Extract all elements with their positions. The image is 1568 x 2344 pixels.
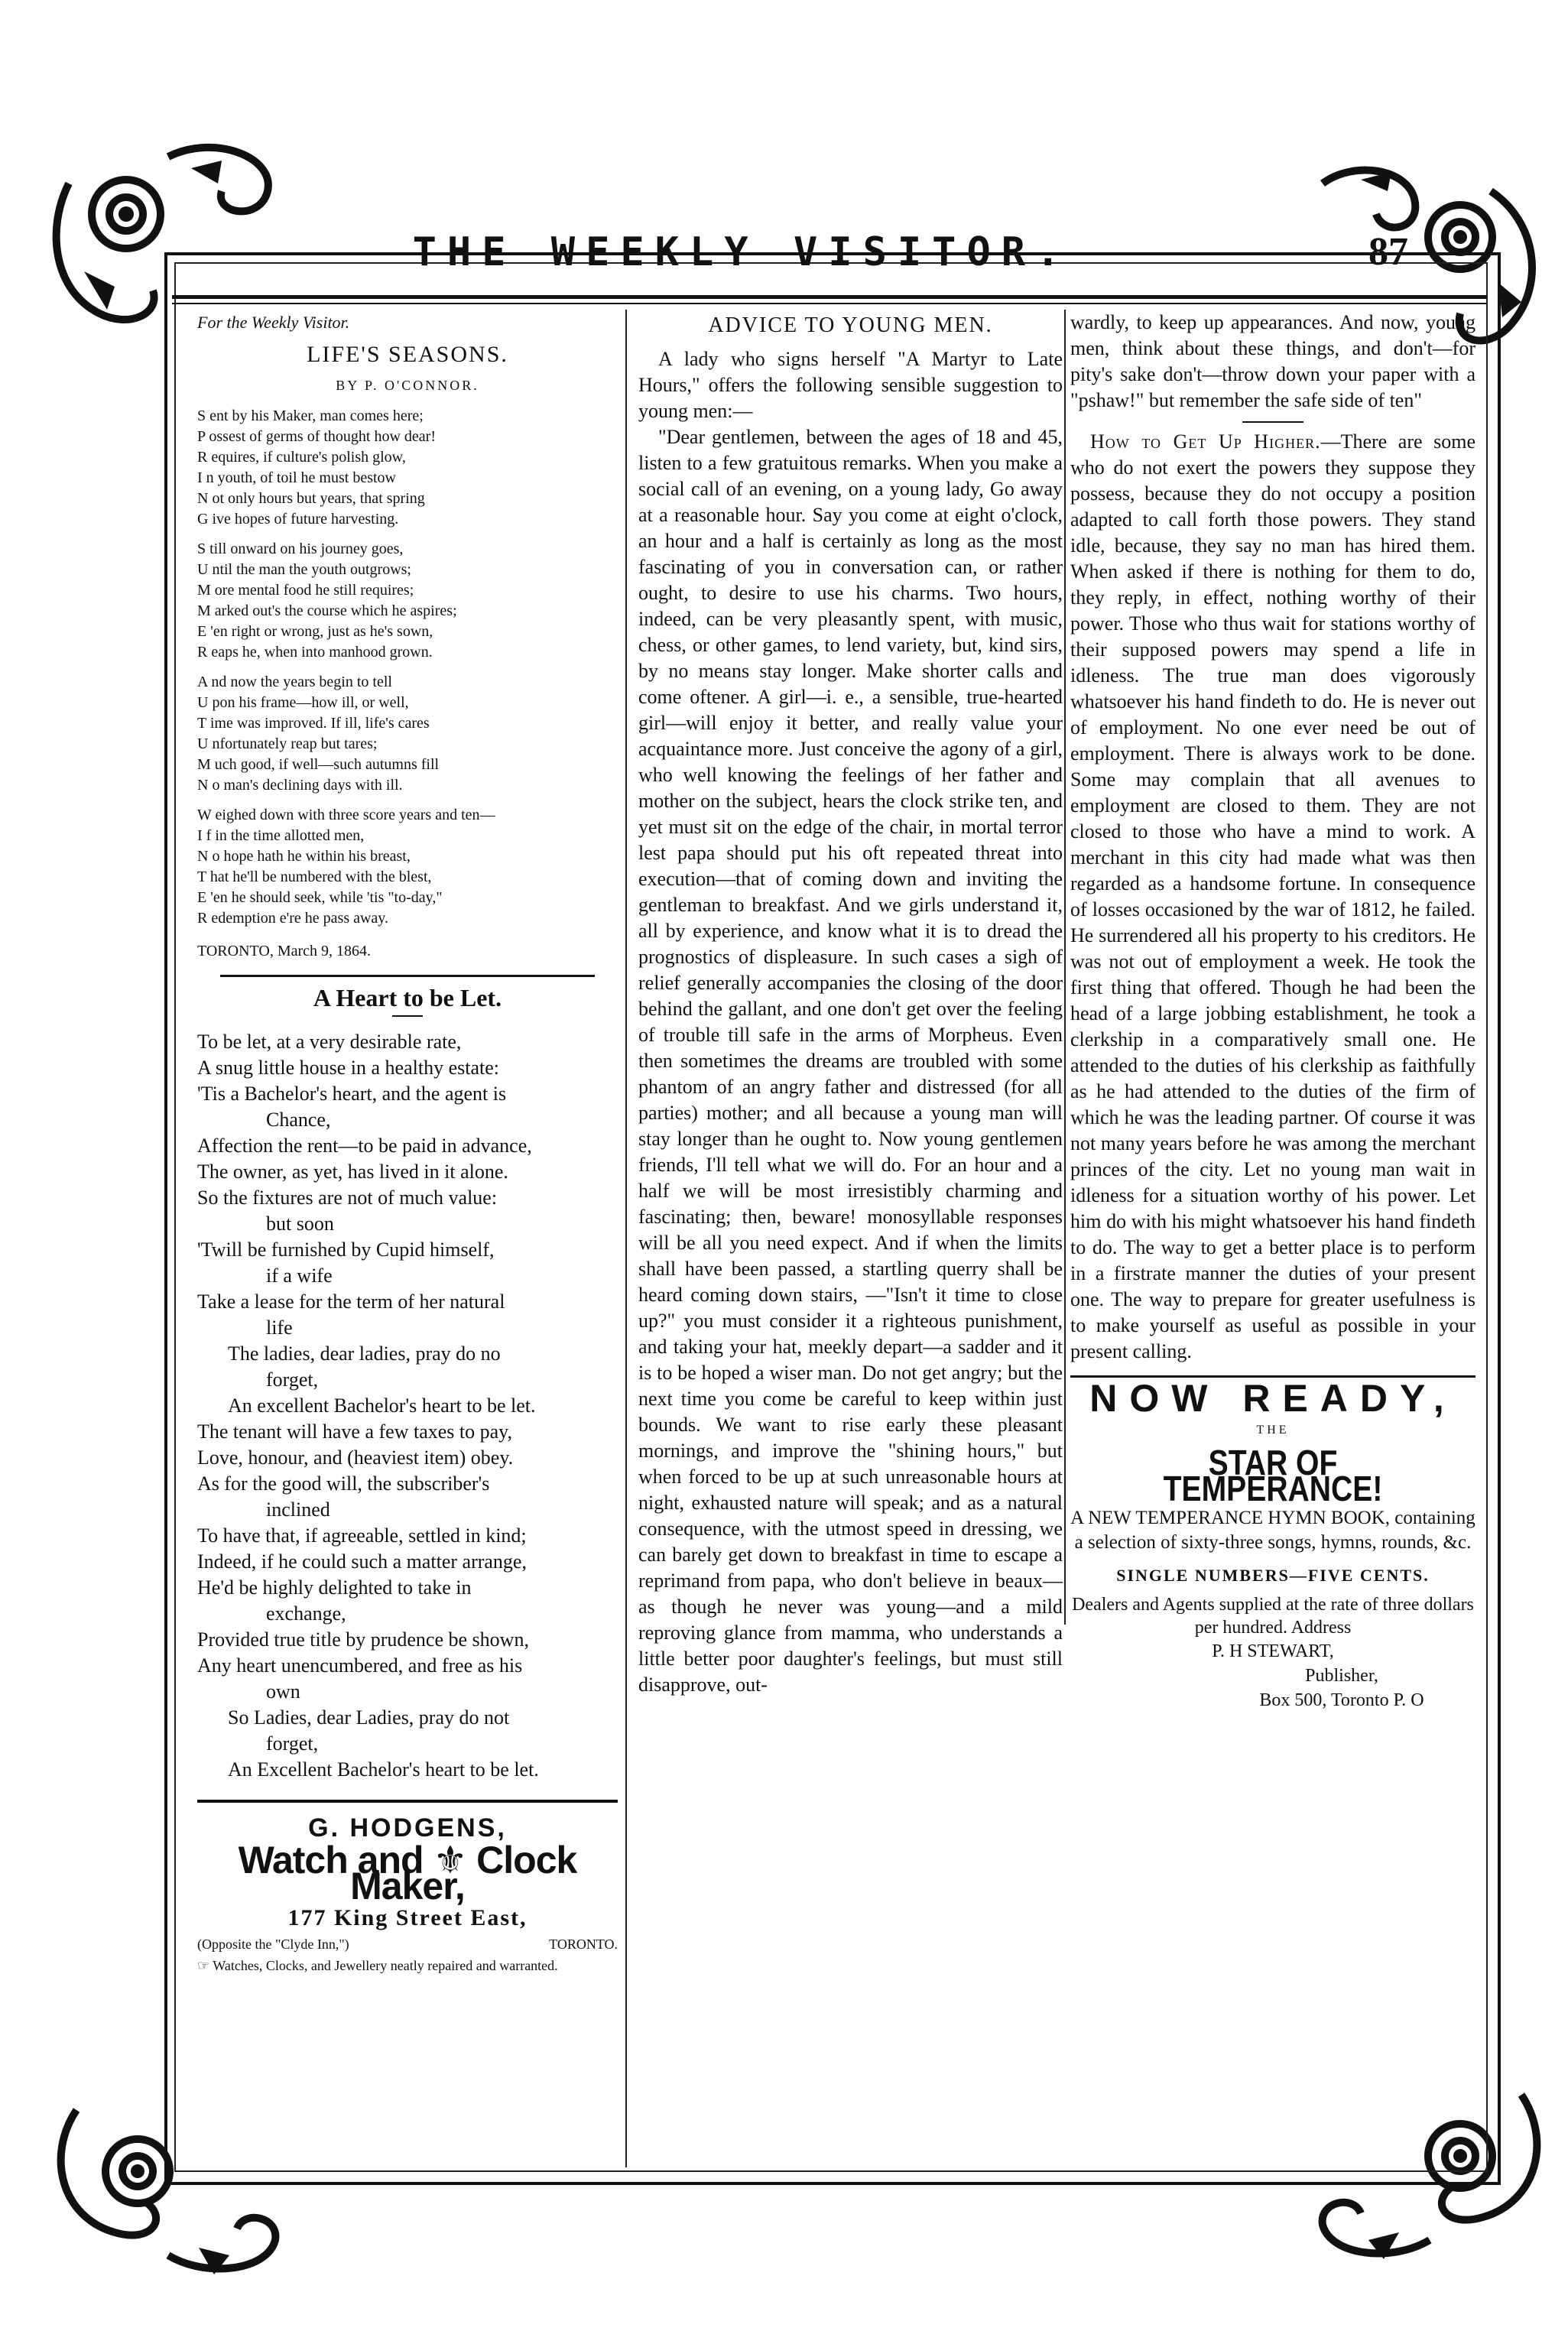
- poem-credit: For the Weekly Visitor.: [197, 313, 350, 332]
- verse-line: Chance,: [266, 1109, 331, 1131]
- verse-line: inclined: [266, 1498, 330, 1521]
- verse-line: exchange,: [266, 1602, 346, 1625]
- verse-line: but soon: [266, 1213, 334, 1235]
- masthead: THE WEEKLY VISITOR.: [412, 229, 1071, 275]
- poem-line: S till onward on his journey goes,: [197, 541, 404, 557]
- verse-line: forget,: [266, 1368, 319, 1391]
- hymn-book-description: A NEW TEMPERANCE HYMN BOOK, containing a selection of sixty-three songs, hymns, rounds, &c.: [1070, 1508, 1475, 1553]
- poem-line: T hat he'll be numbered with the blest,: [197, 868, 432, 885]
- poem-stanza: [197, 805, 618, 929]
- price-line: SINGLE NUMBERS—FIVE CENTS.: [1116, 1566, 1430, 1585]
- poem-line: M ore mental food he still requires;: [197, 582, 414, 599]
- higher-article-title: How to Get Up Higher.: [1090, 430, 1321, 453]
- poem-line: N o man's declining days with ill.: [197, 777, 403, 794]
- verse-line: Any heart unencumbered, and free as his: [197, 1654, 523, 1677]
- verse-line: An Excellent Bachelor's heart to be let.: [228, 1758, 539, 1781]
- hodgens-advertisement: [197, 1800, 618, 1974]
- poem-line: S ent by his Maker, man comes here;: [197, 407, 424, 424]
- poem-line: N o hope hath he within his breast,: [197, 848, 411, 865]
- now-ready-heading: NOW READY,: [1089, 1377, 1456, 1420]
- higher-article-body: —There are some who do not exert the powers they suppose they possess, because they do not occupy a position adapted to call forth those powers. They stand idle, because, they say no man has hired them. When asked if there is nothing for them to do, they reply, in effect, nothing worthy of their power. Those who thus wait for stations worthy of their supposed powers may spend a life in idleness. The true man does vigorously whatsoever his hand findeth to do. He is never out of employment. No one ever need be out of employment. There is always work to be done. Some may complain that all avenues to employment are closed to them. They are not closed to those who have a mind to work. A merchant in this city had made what was then regarded as a handsome fortune. In consequence of losses occasioned by the war of 1812, he failed. He surrendered all his property to his creditors. He was not out of employment a week. He took the first thing that offered. Though he had been the head of a large jobbing establishment, he took a clerkship in a comparatively small one. He attended to the duties of his clerkship as faithfully as he had attended to the duties of the firm of which he was the leading partner. Of course it was not many years before he was among the merchant princes of the city. Let no young man wait in idleness for a situation worthy of his power. Let him do with his might whatsoever his hand findeth to do. The way to get a better place is to perform in a firstrate manner the duties of your present one. The way to prepare for greater usefulness is to make yourself as useful as possible in your present calling.: [1070, 430, 1475, 1362]
- poem-dateline: TORONTO, March 9, 1864.: [197, 943, 372, 959]
- title-dash: [392, 1015, 423, 1017]
- ad-merchant-name: G. HODGENS,: [308, 1813, 507, 1842]
- advice-main-paragraph: "Dear gentlemen, between the ages of 18 and 45, listen to a few gratuitous remarks. When you make a social call of an evening, on a young lady, Go away at a reasonable hour. Say you come at eight o'clock, an hour and a half is certainly as long as the most fascinating of you in conversation can, or rather ought, to desire to use his charms. Two hours, indeed, can be very pleasantly spent, with music, chess, or other games, to lend variety, but, kind sirs, by no means stay longer. Make shorter calls and come oftener. A girl—i. e., a sensible, true-hearted girl—will enjoy it better, and really value your acquaintance more. Just conceive the agony of a girl, who well knowing the feelings of her father and mother on the subject, hears the clock strike ten, and yet must sit on the edge of the chair, in mortal terror lest papa should put his oft repeated threat into execution—that of coming down and inviting the gentleman to breakfast. And we girls understand it, all by experience, and know what it is to dread the prognostics of displeasure. In such cases a sigh of relief generally accompanies the closing of the door behind the gallant, and one don't get over the feeling of trouble till safe in the arms of Morpheus. Even then sometimes the dreams are troubled with some phantom of an angry father and distressed (for all parties) mother; and all because a young man will stay longer than he ought to. Now young gentlemen friends, I'll tell what we will do. For an hour and a half we will be most irresistibly charming and fascinating; then, beware! monosyllable responses will be all you need expect. And if when the limits shall have been passed, a startling querry shall be heard coming down stairs, —"Isn't it time to close up?" you must consider it a righteous punishment, and taking your hat, meekly depart—a sadder and it is to be hoped a wiser man. Do not get angry; but the next time you come be careful to keep within just bounds. We want to rise early these pleasant mornings, and improve the "shining hours," but when forced to be up at such unreasonable hours at night, exhausted nature will speak; and as a natural consequence, with the utmost speed in dressing, we can barely get down to breakfast in time to escape a reprimand from papa, who don't believe in beaux—as though he never was young—and a mild reproving glance from mamma, who understands a little better poor daughter's feelings, but must still disapprove, out-: [638, 426, 1063, 1696]
- column-3: [1070, 310, 1475, 1713]
- poem-line: M arked out's the course which he aspires;: [197, 602, 457, 619]
- verse-line: Indeed, if he could such a matter arrange,: [197, 1550, 527, 1573]
- advice-continued-text: wardly, to keep up appearances. And now, young men, think about these things, and don't—for pity's sake don't—throw down your paper with a "pshaw!" but remember the safe side of ten": [1070, 311, 1475, 411]
- header-rule-thin: [172, 303, 1487, 304]
- heart-poem-title: A Heart to be Let.: [313, 984, 502, 1011]
- verse-line: So the fixtures are not of much value:: [197, 1187, 498, 1209]
- poem-line: G ive hopes of future harvesting.: [197, 511, 399, 528]
- advice-article-body: [638, 346, 1063, 1698]
- column-rule-1: [625, 310, 627, 2167]
- poem-line: P ossest of germs of thought how dear!: [197, 428, 436, 445]
- poem-byline: BY P. O'CONNOR.: [336, 378, 479, 393]
- verse-line: To have that, if agreeable, settled in kind;: [197, 1524, 527, 1547]
- column-rule-2: [1064, 310, 1066, 1625]
- ad-the: THE: [1256, 1424, 1290, 1437]
- verse-line: 'Tis a Bachelor's heart, and the agent is: [197, 1083, 507, 1105]
- poem-line: R equires, if culture's polish glow,: [197, 449, 406, 466]
- higher-article: [1070, 429, 1475, 1365]
- poem-line: M uch good, if well—such autumns fill: [197, 756, 440, 773]
- ad-note: ☞ Watches, Clocks, and Jewellery neatly repaired and warranted.: [197, 1958, 558, 1973]
- poem-stanza: [197, 672, 618, 796]
- poem-line: W eighed down with three score years and ten—: [197, 807, 495, 823]
- ad-trade-line: Watch and ⚜ Clock Maker,: [238, 1839, 577, 1907]
- verse-line: Affection the rent—to be paid in advance,: [197, 1135, 532, 1157]
- verse-line: Take a lease for the term of her natural: [197, 1290, 505, 1313]
- ad-opposite: (Opposite the "Clyde Inn,"): [197, 1937, 349, 1952]
- star-of-temperance-title: STAR OF TEMPERANCE!: [1163, 1443, 1383, 1508]
- header-rule: [172, 295, 1487, 299]
- poem-line: N ot only hours but years, that spring: [197, 490, 425, 507]
- verse-line: He'd be highly delighted to take in: [197, 1576, 472, 1599]
- ad-street-address: 177 King Street East,: [287, 1905, 528, 1930]
- verse-line: if a wife: [266, 1265, 333, 1287]
- verse-line: So Ladies, dear Ladies, pray do not: [228, 1706, 510, 1729]
- verse-line: Love, honour, and (heaviest item) obey.: [197, 1446, 514, 1469]
- poem-body: [197, 406, 618, 929]
- verse-line: forget,: [266, 1732, 319, 1755]
- page-number: 87: [1368, 230, 1408, 274]
- poem-line: E 'en right or wrong, just as he's sown,: [197, 623, 433, 640]
- advice-intro-paragraph: A lady who signs herself "A Martyr to Late Hours," offers the following sensible suggestion to young men:—: [638, 348, 1063, 422]
- poem-line: U pon his frame—how ill, or well,: [197, 694, 409, 711]
- poem-line: R edemption e're he pass away.: [197, 910, 388, 927]
- poem-title: LIFE'S SEASONS.: [307, 342, 508, 367]
- verse-line: As for the good will, the subscriber's: [197, 1472, 490, 1495]
- poem-line: T ime was improved. If ill, life's cares: [197, 715, 430, 732]
- verse-line: An excellent Bachelor's heart to be let.: [228, 1394, 536, 1417]
- publisher-name: P. H STEWART,: [1212, 1641, 1334, 1661]
- verse-line: The owner, as yet, has lived in it alone.: [197, 1161, 508, 1183]
- agents-line: Dealers and Agents supplied at the rate of three dollars per hundred. Address: [1072, 1595, 1474, 1638]
- poem-line: I n youth, of toil he must bestow: [197, 469, 396, 486]
- poem-stanza: [197, 406, 618, 530]
- verse-line: Provided true title by prudence be shown,: [197, 1628, 529, 1651]
- column-2: [638, 310, 1063, 1698]
- poem-line: U ntil the man the youth outgrows;: [197, 561, 411, 578]
- article-separator: [1242, 421, 1303, 423]
- poem-line: U nfortunately reap but tares;: [197, 735, 378, 752]
- poem-line: I f in the time allotted men,: [197, 827, 365, 844]
- heart-poem-body: [197, 1029, 618, 1783]
- publisher-address: Box 500, Toronto P. O: [1259, 1690, 1424, 1710]
- verse-line: 'Twill be furnished by Cupid himself,: [197, 1239, 495, 1261]
- verse-line: own: [266, 1680, 300, 1703]
- ad-city: TORONTO.: [549, 1937, 618, 1952]
- section-separator: [220, 975, 595, 977]
- poem-line: E 'en he should seek, while 'tis "to-day,": [197, 889, 443, 906]
- verse-line: A snug little house in a healthy estate:: [197, 1057, 499, 1079]
- poem-line: R eaps he, when into manhood grown.: [197, 644, 433, 661]
- ad-location-line: [197, 1931, 618, 1957]
- verse-line: The ladies, dear ladies, pray do no: [228, 1342, 501, 1365]
- advice-continuation: [1070, 310, 1475, 414]
- advice-article-title: ADVICE TO YOUNG MEN.: [708, 313, 993, 337]
- poem-stanza: [197, 539, 618, 663]
- verse-line: To be let, at a very desirable rate,: [197, 1031, 462, 1053]
- verse-line: life: [266, 1316, 293, 1339]
- poem-line: A nd now the years begin to tell: [197, 674, 392, 690]
- column-1: [197, 310, 618, 1974]
- publisher-title: Publisher,: [1305, 1666, 1378, 1686]
- verse-line: The tenant will have a few taxes to pay,: [197, 1420, 512, 1443]
